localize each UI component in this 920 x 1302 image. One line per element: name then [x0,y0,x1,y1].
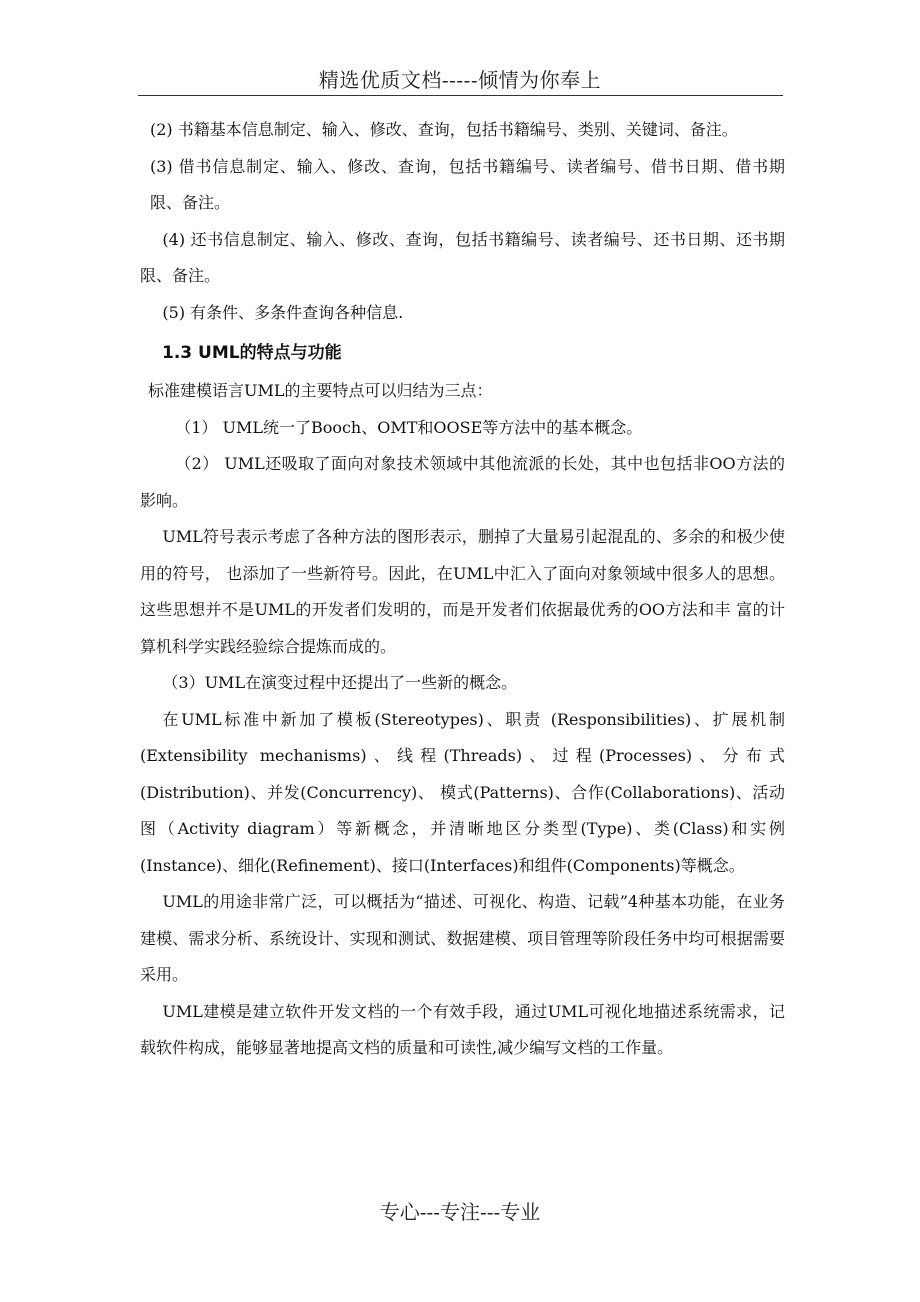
paragraph-intro: 标准建模语言UML的主要特点可以归结为三点： [148,381,493,400]
paragraph-modeling: UML建模是建立软件开发文档的一个有效手段，通过UML可视化地描述系统需求，记载软件构成，能够显著地提高文档的质量和可读性,减少编写文档的工作量。 [140,1001,785,1057]
list-item-3: (3) 借书信息制定、输入、修改、查询，包括书籍编号、读者编号、借书日期、借书期限、备注。 [150,156,785,212]
page-header: 精选优质文档-----倾情为你奉上 [318,68,602,92]
section-heading: 1.3 UML的特点与功能 [162,343,342,363]
paragraph-point-2: （2） UML还吸取了面向对象技术领域中其他流派的长处，其中也包括非OO方法的影响。 [140,454,785,510]
paragraph-notation: UML符号表示考虑了各种方法的图形表示，删掉了大量易引起混乱的、多余的和极少使用的符号， 也添加了一些新符号。因此，在UML中汇入了面向对象领域中很多人的思想。这些思想并不是UML的开发者们发明的，而是开发者们依据最优秀的OO方法和丰 富的计算机科学实践经验综合提炼而成的。 [140,527,785,656]
document-body [140,112,785,1067]
list-item-5: (5) 有条件、多条件查询各种信息. [162,302,404,322]
header-divider [138,95,783,96]
paragraph-new-concepts: 在UML标准中新加了模板(Stereotypes)、职责 (Responsibilities)、扩展机制(Extensibility mechanisms)、线程(Threads)、过程(Processes)、分布式(Distribution)、并发(Concurrency)、 模式(Patterns)、合作(Collaborations)、活动图（Activity diagram）等新概念，并清晰地区分类型(Type)、类(Class)和实例(Instance)、细化(Refinement)、接口(Interfaces)和组件(Components)等概念。 [140,709,785,875]
list-item-4: (4) 还书信息制定、输入、修改、查询，包括书籍编号、读者编号、还书日期、还书期限、备注。 [140,229,785,285]
paragraph-point-3: （3）UML在演变过程中还提出了一些新的概念。 [162,673,518,692]
list-item-2: (2) 书籍基本信息制定、输入、修改、查询，包括书籍编号、类别、关键词、备注。 [150,120,738,139]
page-footer: 专心---专注---专业 [379,1200,541,1224]
paragraph-uses: UML的用途非常广泛，可以概括为“描述、可视化、构造、记载”4种基本功能，在业务建模、需求分析、系统设计、实现和测试、数据建模、项目管理等阶段任务中均可根据需要采用。 [140,892,785,984]
paragraph-point-1: （1） UML统一了Booch、OMT和OOSE等方法中的基本概念。 [175,417,643,437]
